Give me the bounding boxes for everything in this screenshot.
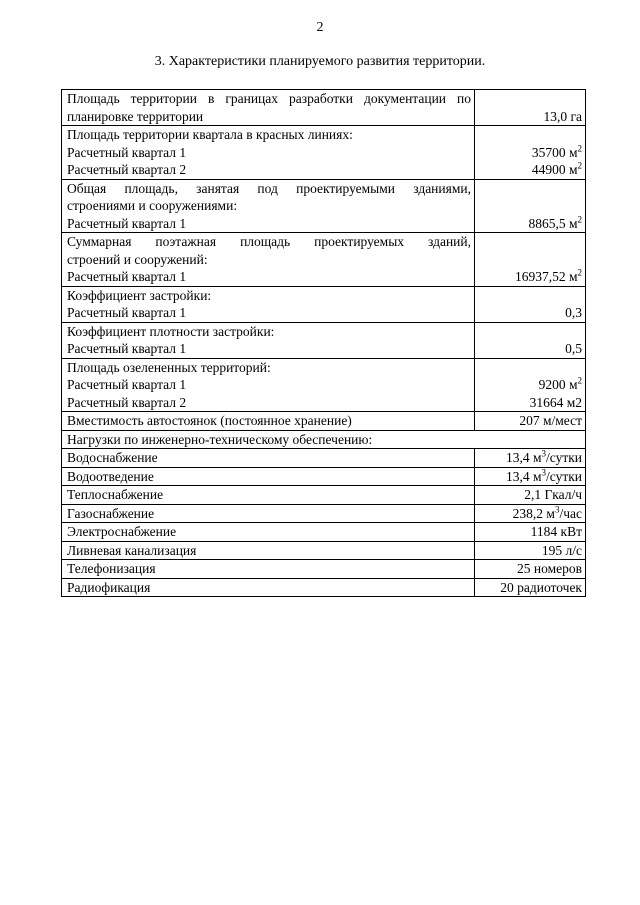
row-label: Суммарная поэтажная площадь проектируемых зданий, xyxy=(67,234,471,249)
table-row xyxy=(62,504,586,523)
row-value: 238,2 $м^3$/час xyxy=(475,504,586,523)
table-row xyxy=(62,467,586,486)
row-value: 35700 $м^2$ xyxy=(531,143,582,160)
row-label: Расчетный квартал 2 xyxy=(67,162,187,177)
row-label: строениями и сооружениями: xyxy=(67,198,238,213)
row-label: Расчетный квартал 1 xyxy=(67,269,187,284)
table-row xyxy=(62,412,586,431)
row-value: 9200 $м^2$ xyxy=(538,375,582,392)
characteristics-table xyxy=(61,89,586,597)
row-label: Водоснабжение xyxy=(62,449,475,468)
row-value: 44900 $м^2$ xyxy=(531,160,582,177)
row-label: Радиофикация xyxy=(62,578,475,597)
table-row xyxy=(62,233,586,287)
page-number: 2 xyxy=(316,20,324,35)
row-label: Расчетный квартал 1 xyxy=(67,341,187,356)
row-label: планировке территории xyxy=(67,108,204,124)
table-row xyxy=(62,430,586,449)
row-label: Водоотведение xyxy=(62,467,475,486)
row-label: Расчетный квартал 2 xyxy=(67,394,187,410)
row-label: Расчетный квартал 1 xyxy=(67,305,187,320)
table-row xyxy=(62,449,586,468)
row-value: 31664 м2 xyxy=(529,394,582,410)
row-value: 207 м/мест xyxy=(475,412,586,431)
table-row xyxy=(62,560,586,579)
table-row xyxy=(62,486,586,505)
row-label: Нагрузки по инженерно-техническому обеспечению: xyxy=(62,430,586,449)
row-label: Теплоснабжение xyxy=(62,486,475,505)
table-row xyxy=(62,126,586,180)
table-row xyxy=(62,179,586,233)
row-label: Телефонизация xyxy=(62,560,475,579)
table-row xyxy=(62,286,586,322)
table-row xyxy=(62,541,586,560)
row-label: Коэффициент плотности застройки: xyxy=(67,323,275,339)
row-label: Общая площадь, занятая под проектируемыми зданиями, xyxy=(67,180,471,196)
table-row xyxy=(62,90,586,126)
row-label: Площадь территории квартала в красных линиях: xyxy=(67,127,353,142)
table-row xyxy=(62,578,586,597)
row-label: Расчетный квартал 1 xyxy=(67,215,187,231)
table-row xyxy=(62,358,586,412)
row-label: Ливневая канализация xyxy=(62,541,475,560)
row-label: Расчетный квартал 1 xyxy=(67,377,187,392)
table-row xyxy=(62,322,586,358)
row-label: Коэффициент застройки: xyxy=(67,287,212,303)
row-value: 1184 кВт xyxy=(475,523,586,542)
row-label: Электроснабжение xyxy=(62,523,475,542)
row-value: 13,4 $м^3$/сутки xyxy=(475,467,586,486)
row-label: Расчетный квартал 1 xyxy=(67,144,187,160)
row-value: 25 номеров xyxy=(475,560,586,579)
row-label: Площадь территории в границах разработки документации по xyxy=(67,91,471,106)
row-label: Вместимость автостоянок (постоянное хранение) xyxy=(62,412,475,431)
row-value: 0,5 xyxy=(475,322,586,358)
row-value: 13,4 $м^3$/сутки xyxy=(475,449,586,468)
row-label: Площадь озелененных территорий: xyxy=(67,359,271,375)
section-title: 3. Характеристики планируемого развития территории. xyxy=(154,54,486,69)
row-value: 195 л/с xyxy=(475,541,586,560)
table-row xyxy=(62,523,586,542)
row-value: 13,0 га xyxy=(475,90,586,126)
row-value: 20 радиоточек xyxy=(475,578,586,597)
row-value: 0,3 xyxy=(475,286,586,322)
row-label: строений и сооружений: xyxy=(67,251,208,267)
row-label: Газоснабжение xyxy=(62,504,475,523)
row-value: 2,1 Гкал/ч xyxy=(475,486,586,505)
row-value: 8865,5 $м^2$ xyxy=(475,179,586,233)
row-value: 16937,52 $м^2$ xyxy=(475,233,586,287)
